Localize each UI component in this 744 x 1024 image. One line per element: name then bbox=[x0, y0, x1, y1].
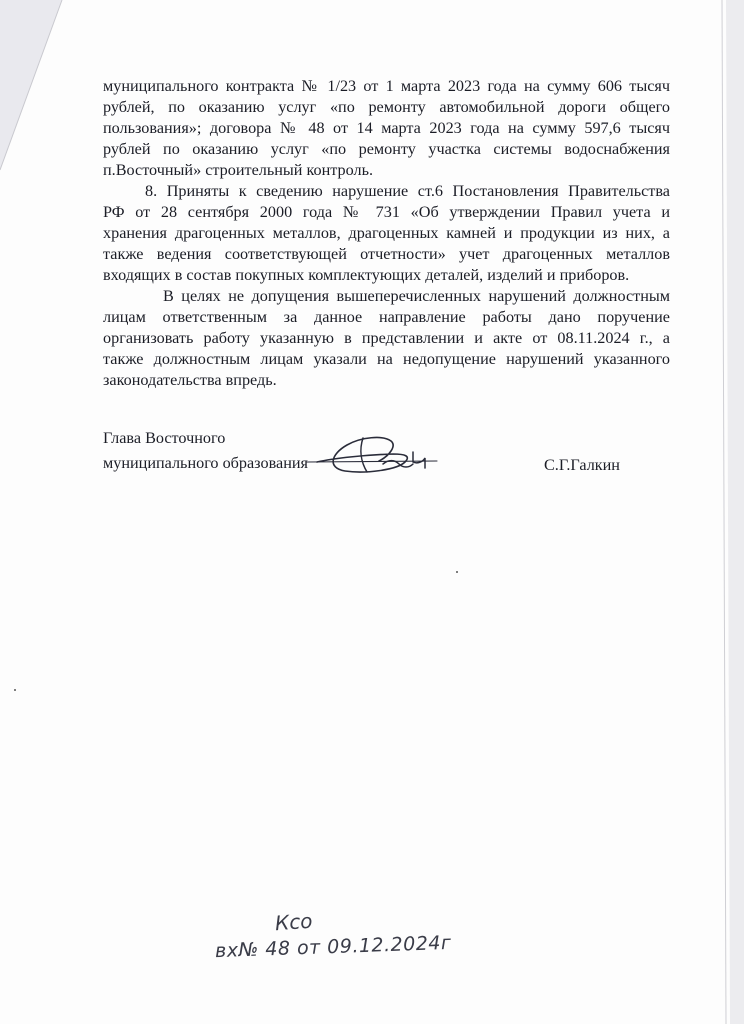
text-line: рублей по оказанию услуг «по ремонту участка системы водоснабжения bbox=[103, 140, 670, 158]
text-line: п.Восточный» строительный контроль. bbox=[103, 161, 374, 179]
paragraph-conclusion bbox=[103, 286, 670, 391]
scan-speck bbox=[14, 689, 16, 691]
handwritten-registration-note bbox=[215, 910, 465, 968]
text-line: лицам ответственным за данное направление работы дано поручение bbox=[103, 308, 670, 326]
text-line: также ведения соответствующей отчетности» учет драгоценных металлов bbox=[103, 245, 670, 263]
paragraph-item-8 bbox=[103, 181, 670, 286]
signatory-name: С.Г.Галкин bbox=[544, 456, 620, 474]
text-line: 8. Приняты к сведению нарушение ст.6 Постановления Правительства bbox=[145, 182, 670, 200]
text-line: муниципального контракта № 1/23 от 1 марта 2023 года на сумму 606 тысяч bbox=[103, 77, 670, 95]
text-line: РФ от 28 сентября 2000 года № 731 «Об утверждении Правил учета и bbox=[103, 203, 670, 221]
handwritten-note-line-1: Ксо bbox=[274, 908, 314, 936]
text-line: пользования»; договора № 48 от 14 марта 2023 года на сумму 597,6 тысяч bbox=[103, 119, 670, 137]
text-line: хранения драгоценных металлов, драгоценных камней и продукции из них, а bbox=[103, 224, 670, 242]
text-line: законодательства впредь. bbox=[103, 371, 277, 389]
signatory-title-line-1: Глава Восточного bbox=[103, 429, 226, 447]
text-line: организовать работу указанную в представлении и акте от 08.11.2024 г., а bbox=[103, 329, 670, 347]
text-line: рублей, по оказанию услуг «по ремонту автомобильной дороги общего bbox=[103, 98, 670, 116]
text-line: также должностным лицам указали на недопущение нарушений указанного bbox=[103, 350, 670, 368]
scan-speck bbox=[456, 571, 458, 573]
text-line: входящих в состав покупных комплектующих деталей, изделий и приборов. bbox=[103, 266, 630, 284]
document-body bbox=[103, 76, 670, 391]
signatory-title-line-2: муниципального образования bbox=[103, 454, 308, 472]
handwritten-note-line-2: вх№ 48 от 09.12.2024г bbox=[214, 931, 452, 963]
handwritten-signature bbox=[305, 428, 445, 480]
text-line: В целях не допущения вышеперечисленных нарушений должностным bbox=[163, 287, 670, 305]
paragraph-contract-continuation bbox=[103, 76, 670, 181]
